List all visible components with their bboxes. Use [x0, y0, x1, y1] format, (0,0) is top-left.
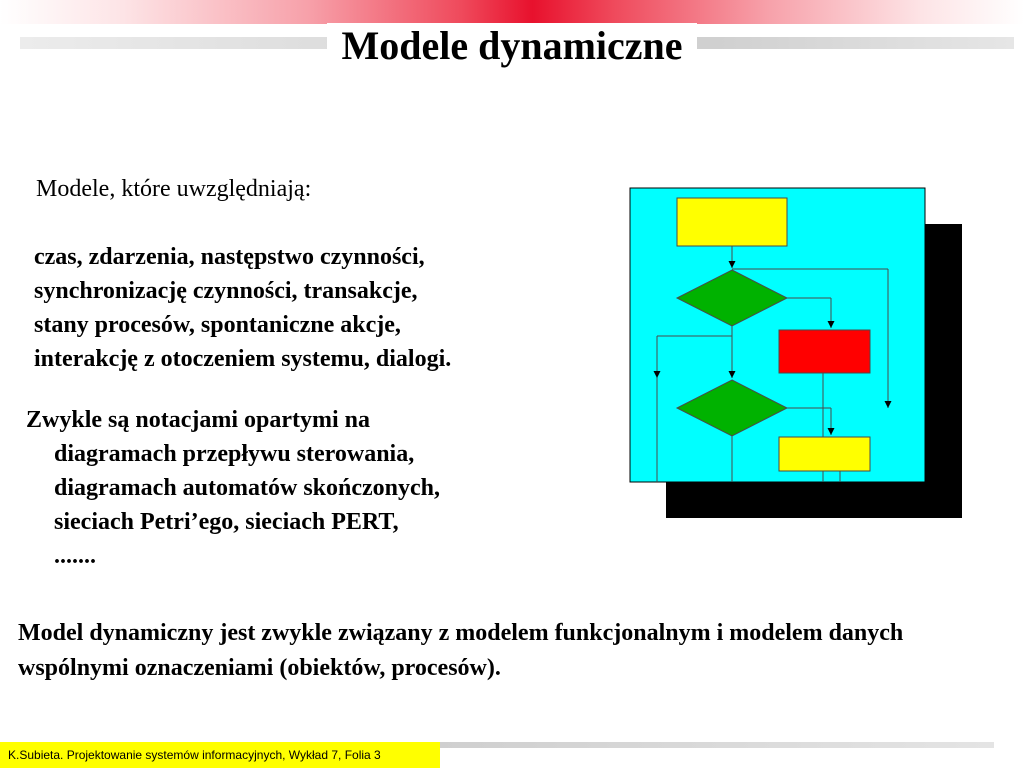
- notation-ellipsis: .......: [54, 543, 96, 569]
- notation-item: diagramach automatów skończonych,: [54, 475, 441, 501]
- footer-caption: K.Subieta. Projektowanie systemów informacyjnych, Wykład 7, Folia 3: [0, 742, 440, 768]
- model-note-paragraph: Model dynamiczny jest zwykle związany z modelem funkcjonalnym i modelem danych wspólnymi oznaczeniami (obiektów, procesów).: [18, 620, 904, 681]
- notation-item: sieciach Petri’ego, sieciach PERT,: [54, 509, 399, 535]
- notation-item: diagramach przepływu sterowania,: [54, 441, 415, 467]
- notations-lead: Zwykle są notacjami opartymi na: [26, 407, 370, 433]
- consideration-line: interakcję z otoczeniem systemu, dialogi.: [34, 346, 452, 372]
- consideration-line: stany procesów, spontaniczne akcje,: [34, 312, 401, 338]
- slide-title: Modele dynamiczne: [0, 22, 1024, 70]
- footer-divider: [440, 742, 994, 748]
- consideration-line: czas, zdarzenia, następstwo czynności,: [34, 244, 425, 270]
- error-process-box: [779, 330, 870, 373]
- consideration-line: synchronizację czynności, transakcje,: [34, 278, 418, 304]
- end-process-box: [779, 437, 870, 471]
- start-process-box: [677, 198, 787, 246]
- intro-text: Modele, które uwzględniają:: [36, 176, 312, 202]
